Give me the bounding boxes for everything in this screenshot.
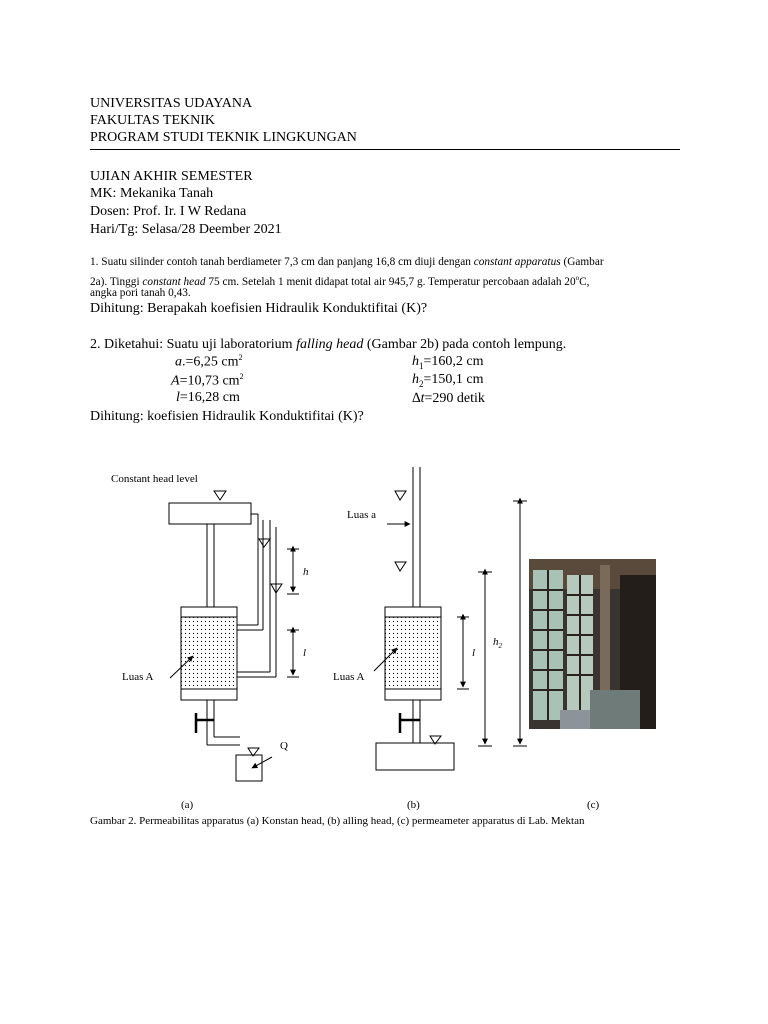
exam-title: UJIAN AKHIR SEMESTER [90,169,253,184]
q2-intro: 2. Diketahui: Suatu uji laboratorium falling head (Gambar 2b) pada contoh lempung. [90,337,567,352]
q2-h2: $h_2=150,1$ cm [412,372,484,389]
q1-question: Dihitung: Berapakah koefisien Hidraulik Konduktifitai (K)? [90,301,428,316]
program-name: PROGRAM STUDI TEKNIK LINGKUNGAN [90,130,357,145]
h-dimension-label: h [303,566,309,578]
luas-A-right-label: Luas A [333,671,365,683]
exam-date: Hari/Tg: Selasa/28 Deember 2021 [90,222,282,237]
university-name: UNIVERSITAS UDAYANA [90,96,253,111]
h2-dimension-label: $h_2$ [493,636,502,651]
q1-line1: 1. Suatu silinder contoh tanah berdiameter 7,3 cm dan panjang 16,8 cm diuji dengan constant apparatus (Gambar [90,256,604,268]
falling-head-apparatus [374,467,527,770]
figure-label-b: (b) [407,799,420,811]
lecturer-name: Dosen: Prof. Ir. I W Redana [90,204,247,219]
figure-caption: Gambar 2. Permeabilitas apparatus (a) Konstan head, (b) alling head, (c) permeameter apparatus di Lab. Mektan [90,815,585,827]
q2-area-a: a.=6,25 $cm^2$ [175,353,243,370]
q2-delta-t: ∆t=290 detik [412,391,485,406]
q1-line3: angka pori tanah 0,43. [90,287,191,299]
course-name: MK: Mekanika Tanah [90,186,214,201]
luas-a-label: Luas a [347,509,377,521]
q2-question: Dihitung: koefisien Hidraulik Konduktifitai (K)? [90,409,364,424]
constant-head-apparatus [169,491,299,781]
luas-A-left-label: Luas A [122,671,154,683]
l-dimension-label-b: l [472,647,476,659]
figure-label-c: (c) [587,799,600,811]
faculty-name: FAKULTAS TEKNIK [90,113,216,128]
q2-h1: $h_1=160,2$ cm [412,354,484,371]
q-label: Q [280,740,288,752]
l-dimension-label-a: l [303,647,307,659]
q1-line2: 2a). Tinggi constant head 75 cm. Setelah 1 menit didapat total air 945,7 g. Temperatur percobaan adalah 20$^o$C, [90,274,590,288]
q2-area-A: A=10,73 $cm^2$ [171,372,244,389]
constant-head-level-label: Constant head level [111,473,198,485]
lab-photo [529,559,656,729]
q2-length-l: l=16,28 cm [176,390,240,405]
figure-label-a: (a) [181,799,194,811]
water-level-marker [214,491,226,500]
